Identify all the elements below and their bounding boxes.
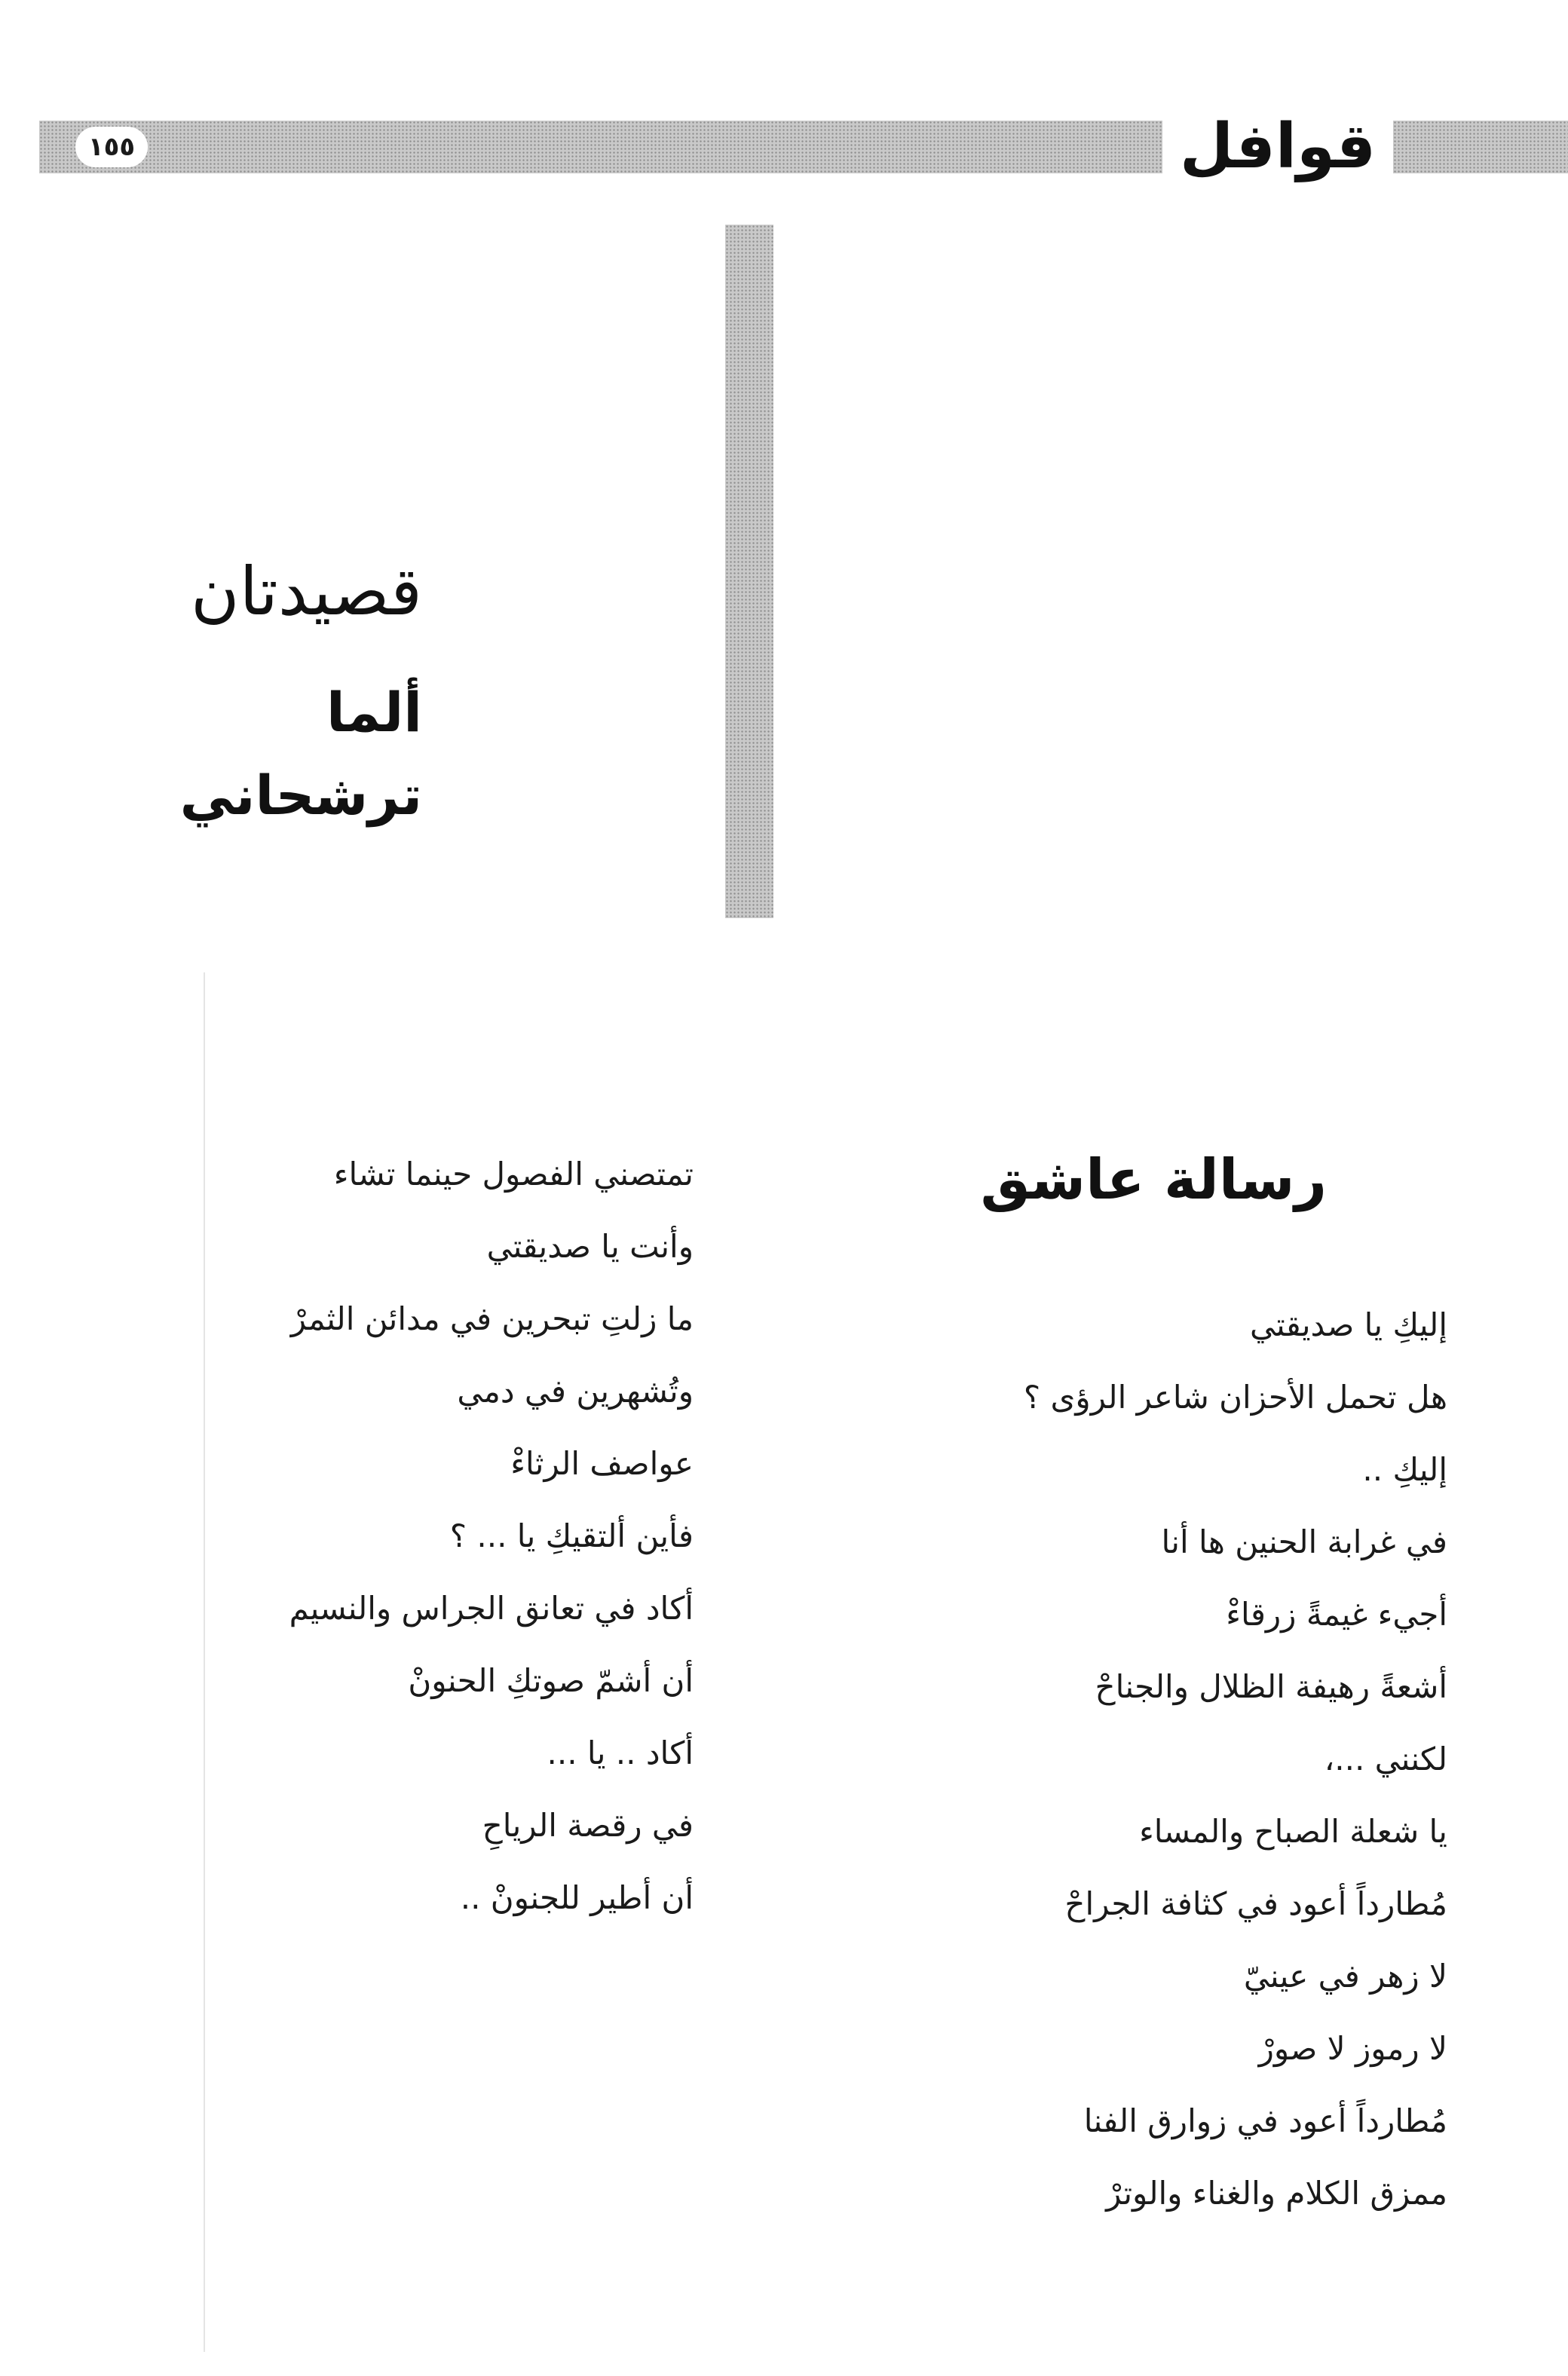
magazine-title: قوافل [1179, 111, 1377, 182]
page-number: ١٥٥ [75, 127, 148, 167]
poem-line: يا شعلة الصباح والمساء [1139, 1813, 1447, 1850]
poem-line: إليكِ يا صديقتي [1249, 1306, 1447, 1343]
header-band-left [39, 121, 1162, 173]
poem-line: مُطارداً أعود في كثافة الجراحْ [1064, 1885, 1447, 1922]
poem-left-column [166, 1138, 694, 1934]
poem-line: ما زلتِ تبحرين في مدائن الثمرْ [290, 1300, 694, 1337]
poem-line: أكاد في تعانق الجراس والنسيم [289, 1590, 694, 1627]
vertical-divider-bar [725, 225, 773, 918]
poem-line: أن أشمّ صوتكِ الحنونْ [408, 1662, 694, 1699]
poem-line: فأين ألتقيكِ يا ... ؟ [449, 1517, 694, 1554]
poem-line: في غرابة الحنين ها أنا [1161, 1523, 1447, 1560]
poem-line: أن أطير للجنونْ .. [460, 1879, 694, 1916]
header-band-right [1393, 121, 1568, 173]
poem-line: وأنت يا صديقتي [486, 1228, 694, 1265]
poem-right-column [890, 1289, 1447, 2230]
poem-line: أجيء غيمةً زرقاءْ [1226, 1596, 1447, 1633]
poem-line: عواصف الرثاءْ [510, 1445, 694, 1482]
margin-rule [204, 972, 205, 2352]
article-title: قصيدتان [190, 553, 422, 630]
poem-line: وتُشهرين في دمي [457, 1373, 694, 1410]
poem-line: لا رموز لا صورْ [1258, 2030, 1447, 2067]
poem-line: تمتصني الفصول حينما تشاء [333, 1156, 694, 1193]
poem-line: مُطارداً أعود في زوارق الفنا [1083, 2102, 1447, 2139]
poem-line: في رقصة الرياحِ [482, 1807, 694, 1844]
poem-line: لكنني ...، [1324, 1741, 1447, 1777]
poem-title: رسالة عاشق [980, 1147, 1327, 1212]
poem-line: أشعةً رهيفة الظلال والجناحْ [1095, 1668, 1447, 1705]
poem-line: إليكِ .. [1362, 1451, 1447, 1488]
author-name: ألما ترشحاني [179, 681, 422, 827]
poem-line: أكاد .. يا ... [547, 1735, 694, 1771]
poem-line: ممزق الكلام والغناء والوترْ [1106, 2175, 1447, 2212]
poem-line: هل تحمل الأحزان شاعر الرؤى ؟ [1023, 1379, 1447, 1416]
poem-line: لا زهر في عينيّ [1243, 1958, 1447, 1995]
